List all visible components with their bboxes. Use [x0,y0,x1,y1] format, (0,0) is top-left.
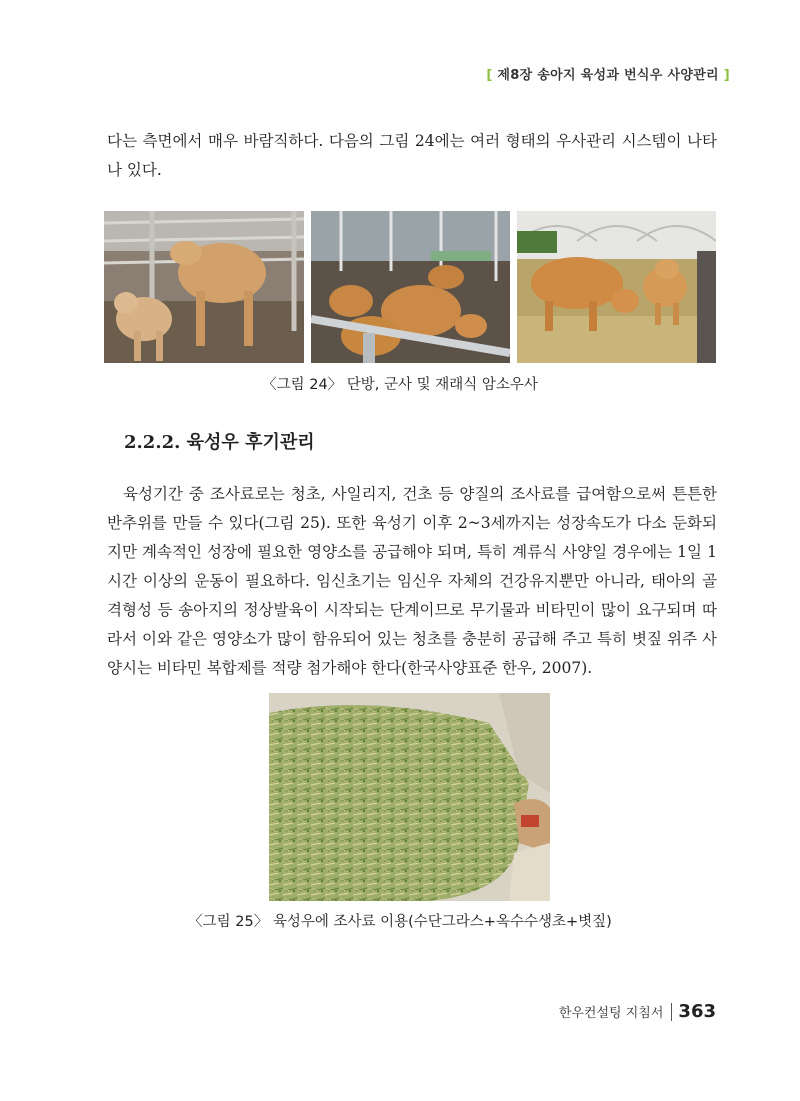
page-footer [559,1001,716,1022]
section-heading: 2.2.2. 육성우 후기관리 [124,432,315,453]
photo-group-barn [311,211,510,363]
chapter-title: 제8장 송아지 육성과 번식우 사양관리 [497,68,719,83]
paragraph-body: 육성기간 중 조사료로는 청초, 사일리지, 건초 등 양질의 조사료를 급여함으로써 튼튼한 반추위를 만들 수 있다(그림 25). 또한 육성기 이후 2~3세까지는 성장속도가 다소 둔화되지만 계속적인 성장에 필요한 영양소를 공급해야 되며, 특히 계류식 사양일 경우에는 1일 1시간 이상의 운동이 필요하다. 임신초기는 임신우 자체의 건강유지뿐만 아니라, 태아의 골격형성 등 송아지의 정상발육이 시작되는 단계이므로 무기물과 비타민이 많이 요구되며 따라서 이와 같은 영양소가 많이 함유되어 있는 청초를 충분히 공급해 주고 특히 볏짚 위주 사양시는 비타민 복합제를 적량 첨가해야 한다(한국사양표준 한우, 2007). [107,485,717,677]
page-number: 363 [678,1001,716,1022]
footer-divider [671,1003,672,1021]
photo-individual-pen [104,211,304,363]
photo-traditional-barn [517,211,716,363]
figure-24-photos [104,211,716,363]
header-bracket-close: ] [723,68,730,83]
figure-25-caption: 〈그림 25〉 육성우에 조사료 이용(수단그라스+옥수수생초+볏짚) [188,914,612,930]
paragraph-intro: 다는 측면에서 매우 바람직하다. 다음의 그림 24에는 여러 형태의 우사관리 시스템이 나타나 있다. [107,132,717,179]
footer-label: 한우컨설팅 지침서 [558,1006,664,1021]
chapter-header [486,64,730,83]
header-bracket-open: [ [486,68,493,83]
figure-24-caption: 〈그림 24〉 단방, 군사 및 재래식 암소우사 [262,377,538,393]
figure-25-photo [269,693,550,901]
